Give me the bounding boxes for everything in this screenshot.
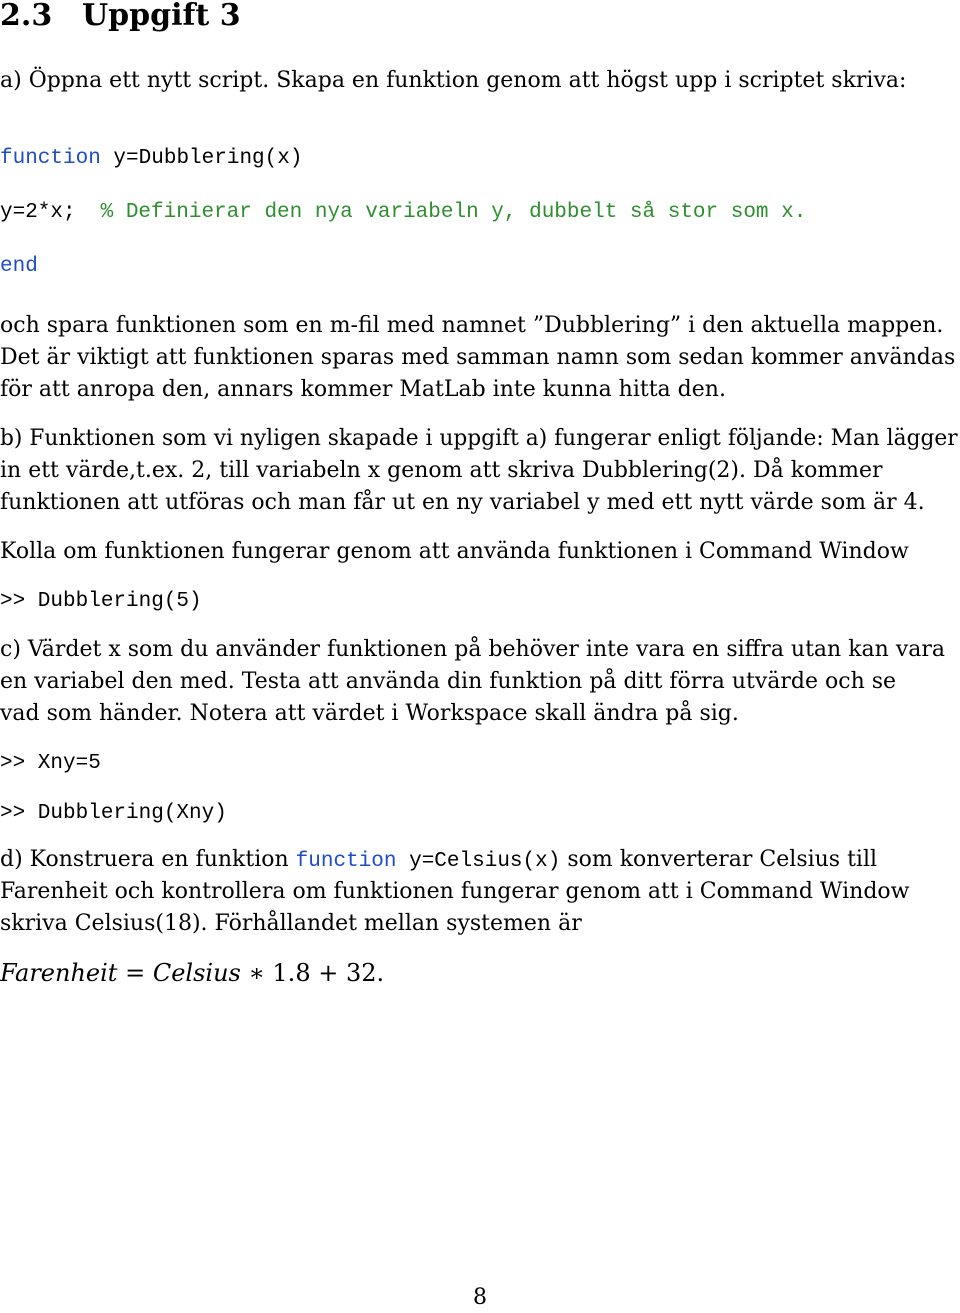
- paragraph-d-line-1: [0, 845, 877, 877]
- conversion-formula: [0, 958, 384, 988]
- paragraph-b-line-3: funktionen att utföras och man får ut en ny variabel y med ett nytt värde som är 4.: [0, 490, 925, 515]
- paragraph-c-line-2: en variabel den med. Testa att använda din funktion på ditt förra utvärde och se: [0, 669, 897, 694]
- paragraph-save-line-3: för att anropa den, annars kommer MatLab inte kunna hitta den.: [0, 377, 726, 402]
- paragraph-c-line-3: vad som händer. Notera att värdet i Workspace skall ändra på sig.: [0, 701, 739, 726]
- paragraph-d-keyword: function: [295, 850, 397, 873]
- section-number: 2.3: [0, 0, 53, 33]
- paragraph-save-line-2: Det är viktigt att funktionen sparas med samman namn som sedan kommer användas: [0, 345, 956, 370]
- paragraph-d-end: som konverterar Celsius till: [560, 847, 878, 872]
- formula-rest: ∗ 1.8 + 32.: [240, 959, 385, 987]
- section-title: Uppgift 3: [82, 0, 241, 33]
- paragraph-d-start: d) Konstruera en funktion: [0, 847, 296, 872]
- paragraph-a: a) Öppna ett nytt script. Skapa en funktion genom att högst upp i scriptet skriva:: [0, 68, 907, 93]
- command-dubblering-5: >> Dubblering(5): [0, 590, 202, 613]
- paragraph-check: Kolla om funktionen fungerar genom att använda funktionen i Command Window: [0, 539, 909, 564]
- section-heading: [0, 0, 241, 33]
- code-line-assignment: [0, 198, 806, 228]
- code-keyword-end: end: [0, 255, 38, 278]
- paragraph-c-line-1: c) Värdet x som du använder funktionen på behöver inte vara en siffra utan kan vara: [0, 637, 946, 662]
- command-xny: >> Xny=5: [0, 752, 101, 775]
- code-assignment: y=2*x;: [0, 201, 76, 224]
- code-comment: % Definierar den nya variabeln y, dubbelt så stor som x.: [100, 201, 807, 224]
- paragraph-d-line-3: skriva Celsius(18). Förhållandet mellan systemen är: [0, 911, 582, 936]
- code-keyword-function: function: [0, 147, 101, 170]
- code-line-function: [0, 144, 302, 174]
- page-number: 8: [473, 1285, 487, 1310]
- formula-var: Celsius: [152, 959, 241, 987]
- command-dubblering-xny: >> Dubblering(Xny): [0, 802, 227, 825]
- formula-equals: =: [117, 959, 153, 987]
- paragraph-d-line-2: Farenheit och kontrollera om funktionen fungerar genom att i Command Window: [0, 879, 910, 904]
- paragraph-b-line-2: in ett värde,t.ex. 2, till variabeln x genom att skriva Dubblering(2). Då kommer: [0, 458, 883, 483]
- paragraph-d-code: y=Celsius(x): [396, 850, 561, 873]
- paragraph-save-line-1: och spara funktionen som en m-fil med namnet ”Dubblering” i den aktuella mappen.: [0, 313, 944, 338]
- formula-lhs: Farenheit: [0, 959, 118, 987]
- code-signature: y=Dubblering(x): [100, 147, 303, 170]
- paragraph-b-line-1: b) Funktionen som vi nyligen skapade i uppgift a) fungerar enligt följande: Man lägger: [0, 426, 958, 451]
